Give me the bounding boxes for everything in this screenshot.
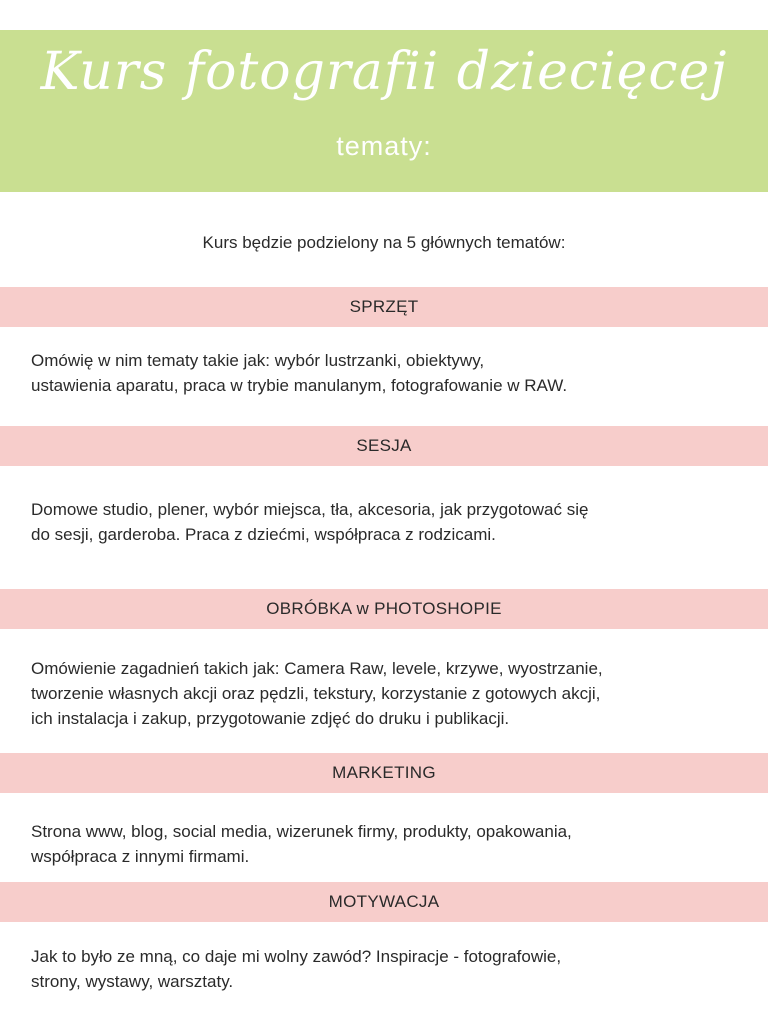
section-heading-label: SESJA: [356, 436, 412, 455]
description-line: ich instalacja i zakup, przygotowanie zdjęć do druku i publikacji.: [31, 709, 510, 728]
description-line: Omówienie zagadnień takich jak: Camera Raw, levele, krzywe, wyostrzanie,: [31, 659, 603, 678]
description-line: Strona www, blog, social media, wizerunek firmy, produkty, opakowania,: [31, 822, 572, 841]
section-description-sesja: [31, 497, 741, 547]
section-heading-label: SPRZĘT: [349, 297, 419, 316]
description-line: Jak to było ze mną, co daje mi wolny zawód? Inspiracje - fotografowie,: [31, 947, 562, 966]
section-heading-label: OBRÓBKA w PHOTOSHOPIE: [266, 599, 502, 618]
page-title: Kurs fotografii dziecięcej: [40, 42, 728, 102]
section-heading-marketing: [0, 753, 768, 793]
section-description-marketing: [31, 819, 741, 869]
section-heading-label: MOTYWACJA: [328, 892, 440, 911]
section-description-sprzet: [31, 348, 741, 398]
description-line: współpraca z innymi firmami.: [31, 847, 250, 866]
section-heading-motywacja: [0, 882, 768, 922]
description-line: Domowe studio, plener, wybór miejsca, tła, akcesoria, jak przygotować się: [31, 500, 589, 519]
intro-text: Kurs będzie podzielony na 5 głównych tematów:: [202, 233, 566, 252]
section-heading-obrobka: [0, 589, 768, 629]
section-description-obrobka: [31, 656, 741, 731]
description-line: tworzenie własnych akcji oraz pędzli, tekstury, korzystanie z gotowych akcji,: [31, 684, 601, 703]
description-line: ustawienia aparatu, praca w trybie manulanym, fotografowanie w RAW.: [31, 376, 568, 395]
section-heading-label: MARKETING: [332, 763, 436, 782]
page-subtitle: tematy:: [336, 131, 432, 161]
section-heading-sesja: [0, 426, 768, 466]
description-line: strony, wystawy, warsztaty.: [31, 972, 234, 991]
section-heading-sprzet: [0, 287, 768, 327]
section-description-motywacja: [31, 944, 741, 994]
description-line: Omówię w nim tematy takie jak: wybór lustrzanki, obiektywy,: [31, 351, 485, 370]
description-line: do sesji, garderoba. Praca z dziećmi, współpraca z rodzicami.: [31, 525, 496, 544]
